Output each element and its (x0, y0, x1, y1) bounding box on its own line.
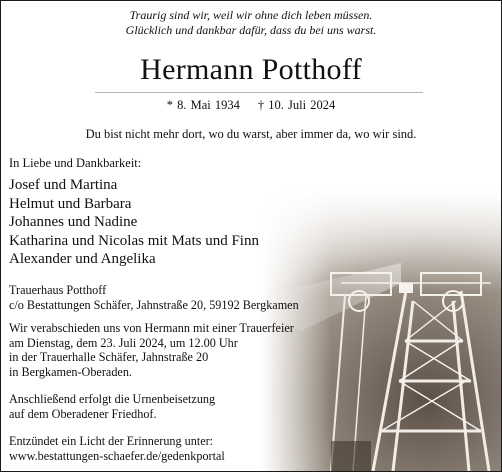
mourner-entry: Alexander und Angelika (9, 251, 156, 267)
opening-quote (1, 8, 501, 37)
service-line: in der Trauerhalle Schäfer, Jahnstraße 20 (9, 350, 209, 365)
quote-line: Glücklich und dankbar dafür, dass du bei uns warst. (125, 22, 377, 37)
memorial-portal-info (9, 434, 225, 463)
mourner-entry: Josef und Martina (9, 177, 118, 193)
mourners-intro: In Liebe und Dankbarkeit: (9, 156, 142, 170)
urn-line: Anschließend erfolgt die Urnenbeisetzung (9, 392, 216, 406)
life-dates (1, 97, 501, 113)
motto: Du bist nicht mehr dort, wo du warst, aber immer da, wo wir sind. (85, 127, 417, 141)
mourning-house-address (9, 283, 299, 312)
mourner-entry: Johannes und Nadine (9, 214, 138, 230)
service-line: am Dienstag, dem 23. Juli 2024, um 12.00 Uhr (9, 335, 238, 350)
urn-burial-info (9, 392, 215, 421)
address-line: c/o Bestattungen Schäfer, Jahnstraße 20, 59192 Bergkamen (9, 297, 299, 312)
mourner-entry: Katharina und Nicolas mit Mats und Finn (9, 232, 259, 249)
mourner-entry: Helmut und Barbara (9, 195, 132, 212)
portal-url: www.bestattungen-schaefer.de/gedenkportal (9, 448, 225, 463)
deceased-name: Hermann Potthoff (140, 53, 362, 86)
service-line: in Bergkamen-Oberaden. (9, 364, 132, 379)
mourners-list (9, 176, 259, 269)
urn-line: auf dem Oberadener Friedhof. (9, 406, 157, 421)
address-line: Trauerhaus Potthoff (9, 283, 107, 297)
funeral-service-info (9, 321, 294, 379)
quote-line: Traurig sind wir, weil wir ohne dich leben müssen. (129, 8, 373, 22)
divider (95, 92, 423, 93)
portal-intro: Entzündet ein Licht der Erinnerung unter: (9, 434, 214, 448)
birth-date: * 8. Mai 1934 (166, 98, 240, 112)
death-date: † 10. Juli 2024 (257, 98, 336, 112)
service-line: Wir verabschieden uns von Hermann mit einer Trauerfeier (9, 321, 294, 335)
